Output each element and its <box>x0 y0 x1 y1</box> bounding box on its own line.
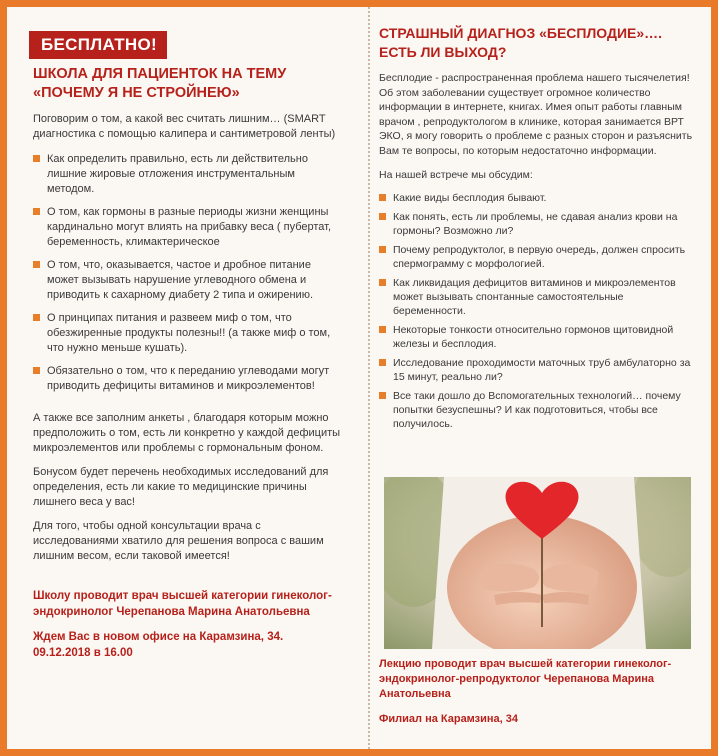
list-item <box>33 258 343 303</box>
bullet-text: О том, что, оказывается, частое и дробное питание может вызывать нарушение углеводного обмена и приводить к сахарному диабету 2 типа и ожирению. <box>47 259 314 301</box>
bullet-square-icon <box>379 279 386 286</box>
pregnant-belly-heart-photo <box>384 477 691 649</box>
right-column <box>379 24 694 431</box>
right-intro: Бесплодие - распространенная проблема нашего тысячелетия! Об этом заболевании существует огромное количество информации в интернете, книгах. Имея опыт работы главным врачом , репродуктологом в клинике, которая занимается ВРТ ЭКО, я могу говорить о проблеме с разных сторон и разъяснить Вам те вопросы, по которым недостаточно информации. <box>379 72 693 157</box>
bullet-text: О том, как гормоны в разные периоды жизни женщины кардинально могут влиять на прибавку веса ( пубертат, беременность, климактерическое <box>47 206 332 248</box>
bullet-text: Некоторые тонкости относительно гормонов щитовидной железы и бесплодия. <box>393 324 674 350</box>
list-item <box>33 311 343 356</box>
left-column <box>33 65 343 661</box>
bullet-square-icon <box>33 261 40 268</box>
left-invitation <box>33 629 343 661</box>
left-paragraph-forms: А также все заполним анкеты , благодаря которым можно предположить о том, есть ли конкретно у каждой дефициты микроэлементов или проблемы с гормональным фоном. <box>33 412 341 454</box>
bullet-square-icon <box>379 213 386 220</box>
photo-illustration <box>384 477 691 649</box>
bullet-square-icon <box>379 392 386 399</box>
bullet-square-icon <box>33 367 40 374</box>
bullet-text: Почему репродуктолог, в первую очередь, должен спросить спермограмму с морфологией. <box>393 244 686 270</box>
list-item <box>379 389 694 431</box>
list-item <box>379 210 694 238</box>
free-badge: БЕСПЛАТНО! <box>29 31 167 59</box>
bullet-square-icon <box>33 155 40 162</box>
list-item <box>379 276 694 318</box>
bullet-square-icon <box>379 359 386 366</box>
list-item <box>33 205 343 250</box>
fold-line <box>368 7 370 749</box>
bullet-text: Какие виды бесплодия бывают. <box>393 192 547 204</box>
left-paragraph-bonus: Бонусом будет перечень необходимых исследований для определения, есть ли какие то медицинские причины лишнего веса у вас! <box>33 466 329 508</box>
brochure-sheet <box>7 7 711 749</box>
list-item <box>33 364 343 394</box>
bullet-text: Все таки дошло до Вспомогательных технологий… почему попытки безуспешны? И как подготовиться, чтобы все получилось. <box>393 390 681 430</box>
left-intro: Поговорим о том, а какой вес считать лишним… (SMART диагностика с помощью калипера и сантиметровой ленты) <box>33 113 336 140</box>
list-item <box>379 356 694 384</box>
right-branch: Филиал на Карамзина, 34 <box>379 713 519 725</box>
right-bullet-list <box>379 191 694 431</box>
bullet-text: Как ликвидация дефицитов витаминов и микроэлементов может вызывать спонтанные самостоятельные беременности. <box>393 277 676 317</box>
right-footer <box>379 657 694 727</box>
bullet-square-icon <box>33 314 40 321</box>
bullet-square-icon <box>33 208 40 215</box>
left-title <box>33 65 343 103</box>
bullet-text: О принципах питания и развеем миф о том, что обезжиренные продукты полезны!! (а также миф о том, что нужно меньше кушать). <box>47 312 331 354</box>
bullet-square-icon <box>379 326 386 333</box>
bullet-text: Как понять, есть ли проблемы, не сдавая анализ крови на гормоны? Возможно ли? <box>393 211 678 237</box>
list-item <box>379 191 694 205</box>
left-title-line2: «ПОЧЕМУ Я НЕ СТРОЙНЕЮ» <box>33 85 240 101</box>
invitation-date: 09.12.2018 в 16.00 <box>33 647 133 659</box>
left-bullet-list <box>33 152 343 394</box>
invitation-address: Ждем Вас в новом офисе на Карамзина, 34. <box>33 631 284 643</box>
bullet-square-icon <box>379 194 386 201</box>
right-lecture-info: Лекцию проводит врач высшей категории гинеколог-эндокринолог-репродуктолог Черепанова Марина Анатольевна <box>379 658 672 700</box>
list-item <box>379 243 694 271</box>
left-title-line1: ШКОЛА ДЛЯ ПАЦИЕНТОК НА ТЕМУ <box>33 66 287 82</box>
right-discuss-heading: На нашей встрече мы обсудим: <box>379 169 533 181</box>
right-title-line1: СТРАШНЫЙ ДИАГНОЗ «БЕСПЛОДИЕ»…. <box>379 25 663 41</box>
right-title-line2: ЕСТЬ ЛИ ВЫХОД? <box>379 44 507 60</box>
list-item <box>33 152 343 197</box>
left-paragraph-consultation: Для того, чтобы одной консультации врача с исследованиями хватило для решения вопроса с вашим лишним весом, если таковой имеется! <box>33 520 324 562</box>
left-doctor-info: Школу проводит врач высшей категории гинеколог-эндокринолог Черепанова Марина Анатольевна <box>33 590 332 618</box>
list-item <box>379 323 694 351</box>
bullet-text: Как определить правильно, есть ли действительно лишние жировые отложения инструментальным методом. <box>47 153 308 195</box>
bullet-text: Исследование проходимости маточных труб амбулаторно за 15 минут, реально ли? <box>393 357 691 383</box>
bullet-square-icon <box>379 246 386 253</box>
bullet-text: Обязательно о том, что к переданию углеводами могут приводить дефициты витаминов и микроэлементов! <box>47 365 330 392</box>
right-title <box>379 24 694 62</box>
